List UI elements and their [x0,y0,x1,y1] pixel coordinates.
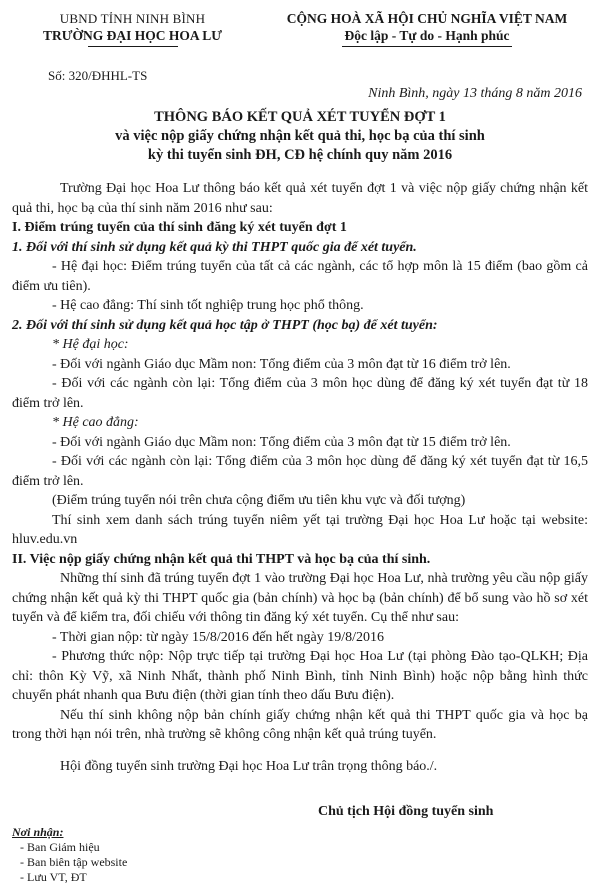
issuing-organization [10,10,255,47]
college-other: - Đối với các ngành còn lại: Tổng điểm của 3 môn học dùng để đăng ký xét tuyển đạt từ 16,5 điểm trở lên. [12,454,588,489]
university-other: - Đối với các ngành còn lại: Tổng điểm của 3 môn học dùng để đăng ký xét tuyển đạt từ 18 điểm trở lên. [12,376,588,411]
title-line-2: và việc nộp giấy chứng nhận kết quả thi, học bạ của thí sinh [115,128,485,144]
motto: Độc lập - Tự do - Hạnh phúc [344,28,510,43]
signature-title: Chủ tịch Hội đồng tuyển sinh [318,804,494,819]
document-title [0,108,600,165]
document-header [0,10,600,70]
section-1-1-college: - Hệ cao đẳng: Thí sinh tốt nghiệp trung học phổ thông. [52,298,364,313]
recipients-title: Nơi nhận: [12,825,64,839]
university-label: * Hệ đại học: [52,337,129,352]
submission-warning: Nếu thí sinh không nộp bản chính giấy chứng nhận kết quả thi THPT quốc gia và học bạ trong thời hạn nói trên, nhà trường sẽ không công nhận kết quả trúng tuyển. [12,707,588,742]
closing-statement: Hội đồng tuyển sinh trường Đại học Hoa Lư trân trọng thông báo./. [60,758,438,774]
section-1-heading: I. Điểm trúng tuyển của thí sinh đăng ký xét tuyển đợt 1 [12,220,347,235]
reference-number: Số: 320/ĐHHL-TS [48,68,148,83]
section-2-heading: II. Việc nộp giấy chứng nhận kết quả thi THPT và học bạ của thí sinh. [12,551,431,567]
intro-paragraph: Trường Đại học Hoa Lư thông báo kết quả xét tuyển đợt 1 và việc nộp giấy chứng nhận kết quả thi, học bạ của thí sinh năm 2016 như sau: [12,181,588,216]
priority-note: (Điểm trúng tuyển nói trên chưa cộng điểm ưu tiên khu vực và đối tượng) [52,493,466,508]
title-line-1: THÔNG BÁO KẾT QUẢ XÉT TUYỂN ĐỢT 1 [154,109,446,125]
country-name: CỘNG HOÀ XÃ HỘI CHỦ NGHĨA VIỆT NAM [286,11,568,26]
header-underline-right [342,46,512,47]
section-1-2-heading: 2. Đối với thí sinh sử dụng kết quả học tập ở THPT (học bạ) để xét tuyển: [12,317,438,333]
national-motto [262,10,592,47]
section-2-intro: Những thí sinh đã trúng tuyển đợt 1 vào trường Đại học Hoa Lư, nhà trường yêu cầu nộp giấy chứng nhận kết quả kỳ thi THPT quốc gia (bản chính) và học bạ (bản chính) để bổ sung vào hồ sơ xét tuyển và để kiểm tra, đối chiếu với thông tin đăng ký xét tuyển. Cụ thể như sau: [12,571,588,625]
issue-date: Ninh Bình, ngày 13 tháng 8 năm 2016 [368,86,582,101]
college-preschool: - Đối với ngành Giáo dục Mầm non: Tổng điểm của 3 môn đạt từ 15 điểm trở lên. [52,434,511,450]
university-name: TRƯỜNG ĐẠI HỌC HOA LƯ [42,28,222,43]
header-underline-left [88,46,178,47]
recipient-item: - Lưu VT, ĐT [20,870,87,884]
submission-method: - Phương thức nộp: Nộp trực tiếp tại trường Đại học Hoa Lư (tại phòng Đào tạo-QLKH; Địa chỉ: thôn Kỳ Vỹ, xã Ninh Nhất, thành phố Ninh Bình, tỉnh Ninh Bình) hoặc nộp bằng hình thức chuyển phát nhanh qua Bưu điện (thời gian tính theo dấu Bưu điện). [12,649,588,703]
website-note: Thí sinh xem danh sách trúng tuyển niêm yết tại trường Đại học Hoa Lư hoặc tại website: hluv.edu.vn [12,512,588,547]
section-1-1-university: - Hệ đại học: Điểm trúng tuyển của tất cả các ngành, các tổ hợp môn là 15 điểm (bao gồm cả điểm ưu tiên). [12,259,588,294]
title-line-3: kỳ thi tuyển sinh ĐH, CĐ hệ chính quy năm 2016 [147,147,453,163]
university-preschool: - Đối với ngành Giáo dục Mầm non: Tổng điểm của 3 môn đạt từ 16 điểm trở lên. [52,356,511,372]
document-body [0,179,600,776]
recipients-block [12,825,127,885]
section-1-1-heading: 1. Đối với thí sinh sử dụng kết quả kỳ thi THPT quốc gia để xét tuyển. [12,239,417,255]
recipient-item: - Ban Giám hiệu [20,840,100,854]
submission-time: - Thời gian nộp: từ ngày 15/8/2016 đến hết ngày 19/8/2016 [52,629,385,645]
college-label: * Hệ cao đẳng: [52,415,139,430]
recipient-item: - Ban biên tập website [20,855,128,869]
parent-authority: UBND TỈNH NINH BÌNH [59,11,206,26]
